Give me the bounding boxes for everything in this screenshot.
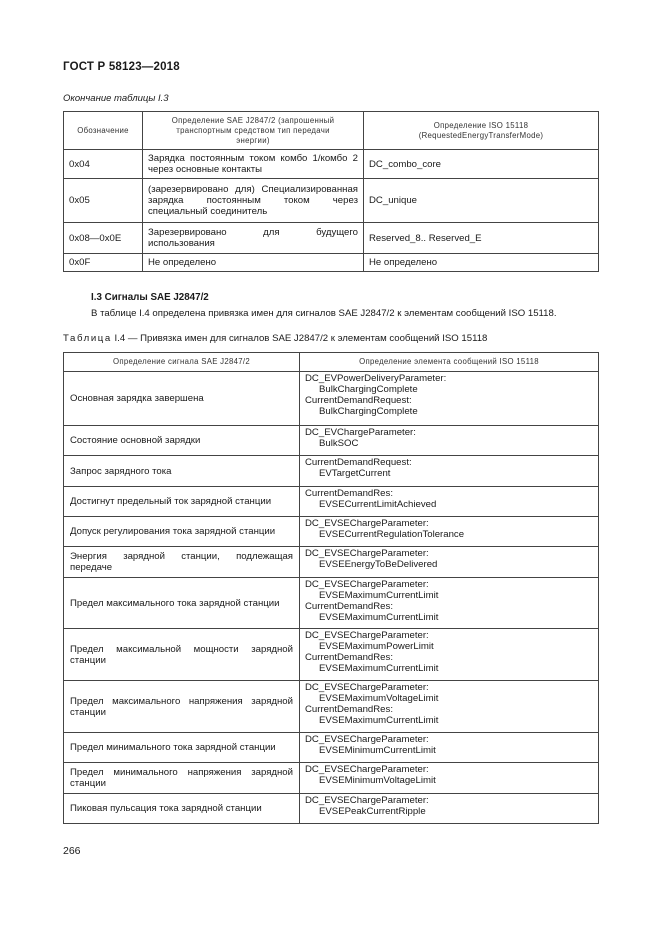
table-i3-caption: Окончание таблицы I.3 — [63, 93, 169, 104]
message-name: CurrentDemandRequest: — [305, 457, 412, 468]
table-row — [64, 794, 599, 824]
message-name: DC_EVSEChargeParameter: — [305, 734, 429, 745]
signal-cell: Предел максимального напряжения зарядной станции — [64, 681, 300, 733]
table-cell: Зарядка постоянным током комбо 1/комбо 2 через основные контакты — [143, 150, 364, 179]
message-name: CurrentDemandRes: — [305, 601, 393, 612]
message-element-cell — [300, 578, 599, 629]
section-paragraph: В таблице I.4 определена привязка имен для сигналов SAE J2847/2 к элементам сообщений ISO 15118. — [91, 308, 557, 319]
table-cell: Reserved_8.. Reserved_E — [364, 223, 599, 254]
table-cell: Не определено — [143, 254, 364, 272]
message-field: EVSEMaximumCurrentLimit — [319, 663, 439, 674]
message-name: CurrentDemandRequest: — [305, 395, 412, 406]
message-field: BulkSOC — [319, 438, 359, 449]
table-row — [64, 578, 599, 629]
table-row — [64, 456, 599, 487]
message-element-cell — [300, 487, 599, 517]
column-header: Определение ISO 15118 (RequestedEnergyTransferMode) — [364, 112, 599, 150]
message-element-cell — [300, 456, 599, 487]
section-title: I.3 Сигналы SAE J2847/2 — [91, 292, 209, 303]
message-name: CurrentDemandRes: — [305, 704, 393, 715]
message-field: EVSEPeakCurrentRipple — [319, 806, 426, 817]
table-row — [64, 763, 599, 794]
table-row — [64, 547, 599, 578]
message-name: CurrentDemandRes: — [305, 652, 393, 663]
table-row — [64, 629, 599, 681]
message-name: DC_EVSEChargeParameter: — [305, 579, 429, 590]
message-field: EVSECurrentRegulationTolerance — [319, 529, 465, 540]
table-cell: DC_unique — [364, 179, 599, 223]
table-cell: 0x0F — [64, 254, 143, 272]
column-header: Определение SAE J2847/2 (запрошенный транспортным средством тип передачи энергии) — [143, 112, 364, 150]
message-field: EVSECurrentLimitAchieved — [319, 499, 437, 510]
message-element-cell — [300, 763, 599, 794]
message-field: EVSEMaximumPowerLimit — [319, 641, 434, 652]
column-header: Обозначение — [64, 112, 143, 150]
message-element-cell — [300, 547, 599, 578]
table-cell: Зарезервировано для будущего использования — [143, 223, 364, 254]
message-element-cell — [300, 733, 599, 763]
column-header: Определение элемента сообщений ISO 15118 — [300, 353, 599, 372]
message-name: DC_EVSEChargeParameter: — [305, 764, 429, 775]
message-field: EVSEMinimumCurrentLimit — [319, 745, 436, 756]
table-row — [64, 372, 599, 426]
message-field: EVSEMaximumCurrentLimit — [319, 715, 439, 726]
table-i4 — [63, 352, 599, 824]
table-row — [64, 179, 599, 223]
signal-cell: Предел максимальной мощности зарядной станции — [64, 629, 300, 681]
signal-cell: Предел минимального тока зарядной станции — [64, 733, 300, 763]
message-field: BulkChargingComplete — [319, 384, 418, 395]
table-i3 — [63, 111, 599, 272]
table-header-row — [64, 112, 599, 150]
message-field: EVSEEnergyToBeDelivered — [319, 559, 438, 570]
signal-cell: Энергия зарядной станции, подлежащая передаче — [64, 547, 300, 578]
message-element-cell — [300, 794, 599, 824]
message-element-cell — [300, 681, 599, 733]
message-name: DC_EVSEChargeParameter: — [305, 795, 429, 806]
column-header: Определение сигнала SAE J2847/2 — [64, 353, 300, 372]
message-name: DC_EVSEChargeParameter: — [305, 630, 429, 641]
page-number: 266 — [63, 845, 81, 857]
table-cell: 0x04 — [64, 150, 143, 179]
message-name: DC_EVPowerDeliveryParameter: — [305, 373, 447, 384]
table-cell: (зарезервировано для) Специализированная зарядка постоянным током через специальный соединитель — [143, 179, 364, 223]
message-field: EVSEMaximumCurrentLimit — [319, 612, 439, 623]
message-field: EVSEMaximumCurrentLimit — [319, 590, 439, 601]
table-cell: DC_combo_core — [364, 150, 599, 179]
message-name: DC_EVSEChargeParameter: — [305, 518, 429, 529]
message-field: EVSEMaximumVoltageLimit — [319, 693, 439, 704]
signal-cell: Состояние основной зарядки — [64, 426, 300, 456]
table-row — [64, 223, 599, 254]
signal-cell: Предел максимального тока зарядной станции — [64, 578, 300, 629]
table-row — [64, 254, 599, 272]
message-name: DC_EVChargeParameter: — [305, 427, 416, 438]
signal-cell: Достигнут предельный ток зарядной станции — [64, 487, 300, 517]
table-cell: 0x05 — [64, 179, 143, 223]
message-field: EVTargetCurrent — [319, 468, 391, 479]
table-row — [64, 150, 599, 179]
message-field: EVSEMinimumVoltageLimit — [319, 775, 436, 786]
signal-cell: Основная зарядка завершена — [64, 372, 300, 426]
message-name: DC_EVSEChargeParameter: — [305, 548, 429, 559]
table-row — [64, 487, 599, 517]
table-i4-caption — [63, 333, 487, 344]
signal-cell: Запрос зарядного тока — [64, 456, 300, 487]
message-element-cell — [300, 517, 599, 547]
signal-cell: Предел минимального напряжения зарядной станции — [64, 763, 300, 794]
table-row — [64, 681, 599, 733]
signal-cell: Пиковая пульсация тока зарядной станции — [64, 794, 300, 824]
table-header-row — [64, 353, 599, 372]
message-field: BulkChargingComplete — [319, 406, 418, 417]
table-cell: Не определено — [364, 254, 599, 272]
message-element-cell — [300, 372, 599, 426]
message-name: DC_EVSEChargeParameter: — [305, 682, 429, 693]
caption-text: I.4 — Привязка имен для сигналов SAE J2847/2 к элементам сообщений ISO 15118 — [111, 333, 488, 344]
message-element-cell — [300, 426, 599, 456]
table-row — [64, 733, 599, 763]
message-element-cell — [300, 629, 599, 681]
table-row — [64, 426, 599, 456]
message-name: CurrentDemandRes: — [305, 488, 393, 499]
caption-prefix: Таблица — [63, 333, 112, 344]
document-header: ГОСТ Р 58123—2018 — [63, 61, 180, 73]
signal-cell: Допуск регулирования тока зарядной станции — [64, 517, 300, 547]
table-row — [64, 517, 599, 547]
table-cell: 0x08—0x0E — [64, 223, 143, 254]
